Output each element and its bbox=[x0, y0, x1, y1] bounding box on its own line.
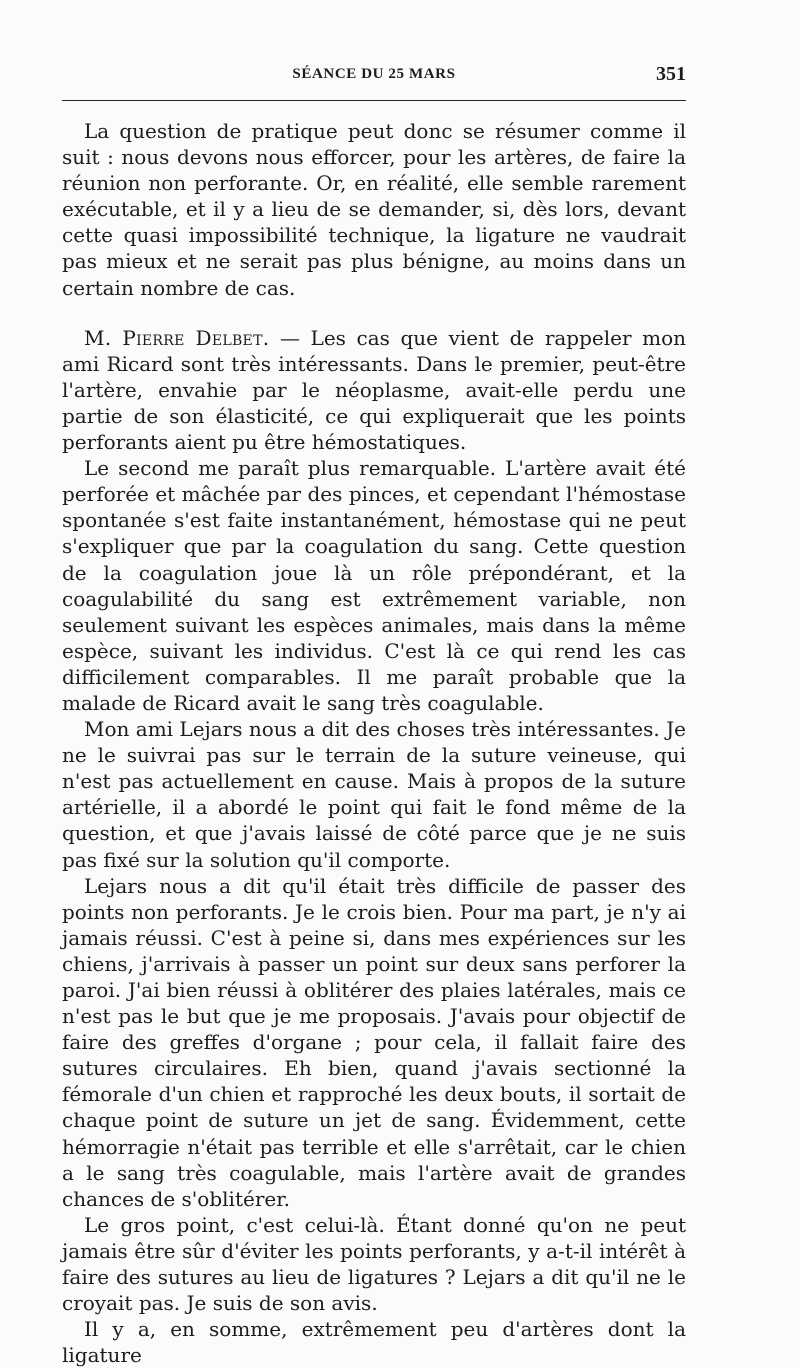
paragraph-text: — Les cas que vient de rappeler mon ami Ricard sont très intéressants. Dans le premier, peut-être l'artère, envahie par le néoplasme, avait-elle perdu une partie de son élasticité, ce qui expliquerait que les points perforants aient pu être hémostatiques. bbox=[62, 325, 687, 455]
paragraph: La question de pratique peut donc se résumer comme il suit : nous devons nous efforcer, pour les artères, de faire la réunion non perforante. Or, en réalité, elle semble rarement exécutable, et il y a lieu de se demander, si, dès lors, devant cette quasi impossibilité technique, la ligature ne vaudrait pas mieux et ne serait pas plus bénigne, au moins dans un certain nombre de cas. bbox=[62, 119, 686, 300]
page-number: 351 bbox=[656, 63, 686, 85]
speaker-name: M. Pierre Delbet. bbox=[84, 325, 270, 350]
body-text bbox=[62, 118, 686, 1368]
paragraph bbox=[62, 325, 686, 455]
paragraph: Mon ami Lejars nous a dit des choses très intéressantes. Je ne le suivrai pas sur le terrain de la suture veineuse, qui n'est pas actuellement en cause. Mais à propos de la suture artérielle, il a abordé le point qui fait le fond même de la question, et que j'avais laissé de côté parce que je ne suis pas fixé sur la solution qu'il comporte. bbox=[62, 717, 686, 872]
page-header bbox=[62, 62, 686, 90]
running-title: SÉANCE DU 25 MARS bbox=[292, 66, 456, 82]
paragraph: Le gros point, c'est celui-là. Étant donné qu'on ne peut jamais être sûr d'éviter les points perforants, y a-t-il intérêt à faire des sutures au lieu de ligatures ? Lejars a dit qu'il ne le croyait pas. Je suis de son avis. bbox=[62, 1212, 686, 1316]
header-rule bbox=[62, 100, 686, 101]
paragraph: Le second me paraît plus remarquable. L'artère avait été perforée et mâchée par des pinces, et cependant l'hémostase spontanée s'est faite instantanément, hémostase qui ne peut s'expliquer que par la coagulation du sang. Cette question de la coagulation joue là un rôle prépondérant, et la coagulabilité du sang est extrêmement variable, non seulement suivant les espèces animales, mais dans la même espèce, suivant les individus. C'est là ce qui rend les cas difficilement comparables. Il me paraît probable que la malade de Ricard avait le sang très coagulable. bbox=[62, 456, 686, 715]
paragraph: Lejars nous a dit qu'il était très difficile de passer des points non perforants. Je le crois bien. Pour ma part, je n'y ai jamais réussi. C'est à peine si, dans mes expériences sur les chiens, j'arrivais à passer un point sur deux sans perforer la paroi. J'ai bien réussi à oblitérer des plaies latérales, mais ce n'est pas le but que je me proposais. J'avais pour objectif de faire des greffes d'organe ; pour cela, il fallait faire des sutures circulaires. Eh bien, quand j'avais sectionné la fémorale d'un chien et rapproché les deux bouts, il sortait de chaque point de suture un jet de sang. Évidemment, cette hémorragie n'était pas terrible et elle s'arrêtait, car le chien a le sang très coagulable, mais l'artère avait de grandes chances de s'oblitérer. bbox=[62, 873, 686, 1211]
paragraph: Il y a, en somme, extrêmement peu d'artères dont la ligature bbox=[62, 1317, 686, 1368]
